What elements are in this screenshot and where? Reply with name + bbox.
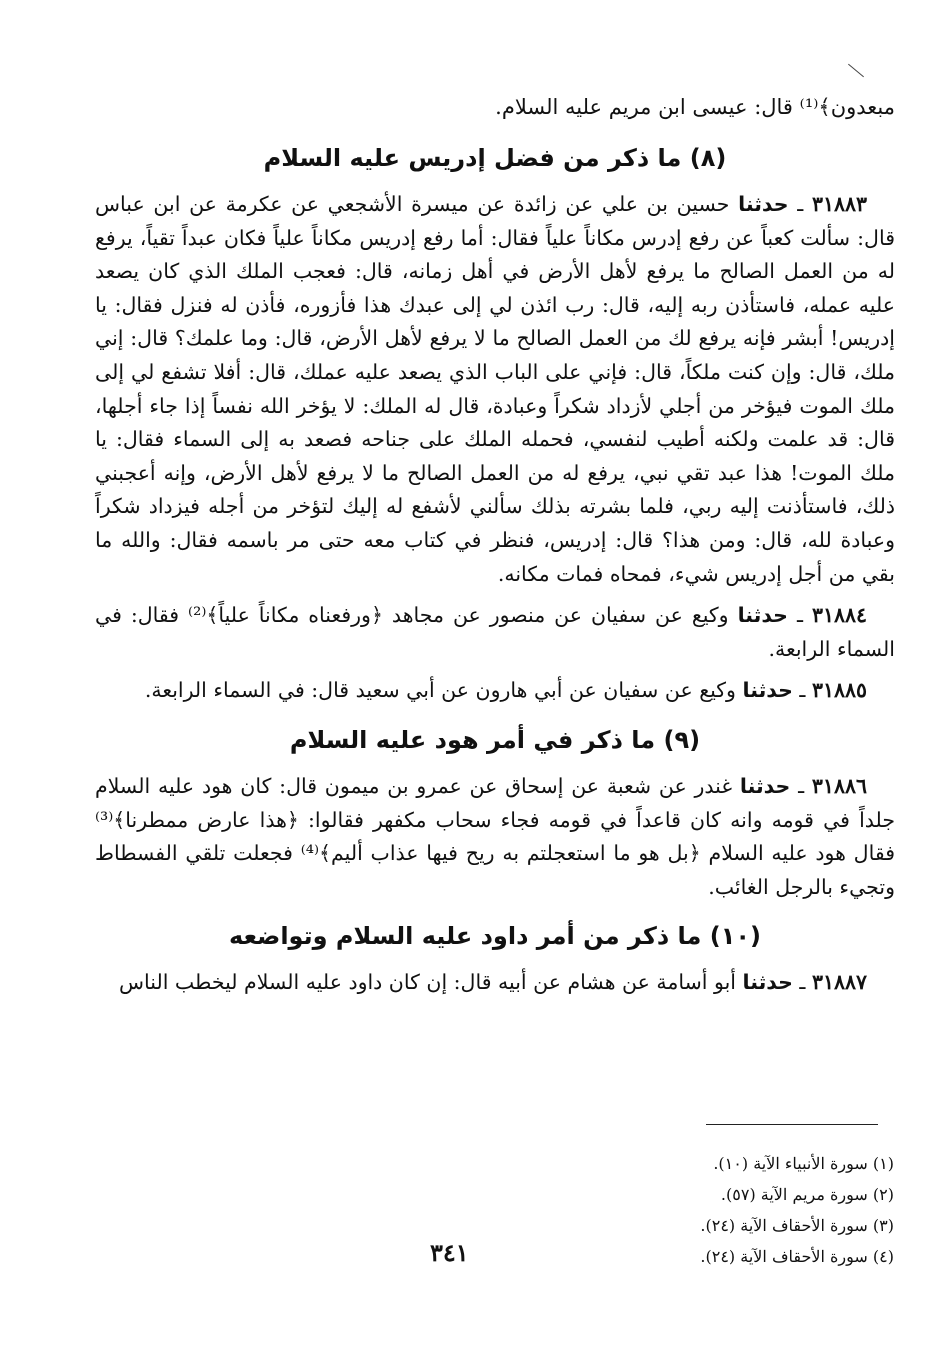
footnote-item: (٣) سورة الأحقاف الآية (٢٤). <box>700 1216 894 1235</box>
hadith-31886: ٣١٨٨٦ ـ حدثنا غندر عن شعبة عن إسحاق عن عمرو بن ميمون قال: كان هود عليه السلام جلداً في قومه وانه كان قاعداً في قومه فجاء سحاب مكفهر فقالوا: ﴿هذا عارض ممطرنا﴾⁽³⁾ فقال هود عليه السلام ﴿بل هو ما استعجلتم به ريح فيها عذاب أليم﴾⁽⁴⁾ فجعلت تلقي الفسطاط وتجيء بالرجل الغائب. <box>95 773 895 899</box>
hadith-number: ٣١٨٨٥ <box>811 678 867 703</box>
hadith-31887: ٣١٨٨٧ ـ حدثنا أبو أسامة عن هشام عن أبيه قال: إن كان داود عليه السلام ليخطب الناس <box>119 970 867 995</box>
hadith-number: ٣١٨٨٧ <box>811 970 867 995</box>
footnote-item: (٤) سورة الأحقاف الآية (٢٤). <box>700 1247 894 1266</box>
footnotes <box>700 1148 894 1272</box>
hadith-31883: ٣١٨٨٣ ـ حدثنا حسين بن علي عن زائدة عن ميسرة الأشجعي عن عكرمة عن ابن عباس قال: سألت كعباً عن رفع إدرس مكاناً علياً فقال: أما رفع إدريس مكاناً علياً فكان عبداً تقياً، يرفع له من العمل الصالح ما يرفع لأهل الأرض في أهل زمانه، قال: فعجب الملك الذي كان يصعد عليه عمله، فاستأذن ربه إليه، قال: رب ائذن لي إلى عبدك هذا فأزوره، فأذن له فنزل فقال: يا إدريس! أبشر فإنه يرفع لك من العمل الصالح ما لا يرفع لأهل الأرض، قال: وما علمك؟ قال: إني ملك، قال: وإن كنت ملكاً، قال: فإني على الباب الذي يصعد عليه عملك، قال: أفلا تشفع لي إلى ملك الموت فيؤخر من أجلي لأزداد شكراً وعبادة، قال له الملك: لا يؤخر الله نفساً إذا جاء أجلها، قال: قد علمت ولكنه أطيب لنفسي، فحمله الملك على جناحه فصعد به إلى السماء فقال: يا ملك الموت! هذا عبد تقي نبي، يرفع له من العمل الصالح ما لا يرفع لأهل الأرض، وإنه أعجبني ذلك، فاستأذنت إليه ربي، فلما بشرته بذلك سألني لأشفع له إليك لتؤخر من أجله فيزداد شكراً وعبادة لله، قال: ومن هذا؟ قال: إدريس، فنظر في كتاب معه حتى مر باسمه فقال: والله ما بقي من أجل إدريس شيء، فمحاه فمات مكانه. <box>95 192 895 586</box>
footnote-item: (١) سورة الأنبياء الآية (١٠). <box>713 1154 894 1173</box>
section-hud <box>95 720 895 904</box>
section-heading-idris: (٨) ما ذكر من فضل إدريس عليه السلام <box>263 144 727 172</box>
hadith-number: ٣١٨٨٤ <box>811 603 867 628</box>
continuation-line: مبعدون﴾⁽¹⁾ قال: عيسى ابن مريم عليه السلام. <box>495 95 895 119</box>
page-number: ٣٤١ <box>430 1238 469 1267</box>
hadith-lead: حدثنا <box>742 970 793 995</box>
hadith-31885: ٣١٨٨٥ ـ حدثنا وكيع عن سفيان عن أبي هارون عن أبي سعيد قال: في السماء الرابعة. <box>144 678 867 703</box>
section-heading-hud: (٩) ما ذكر في أمر هود عليه السلام <box>289 725 701 754</box>
corner-mark <box>848 64 864 78</box>
hadith-text: حسين بن علي عن زائدة عن ميسرة الأشجعي عن عكرمة عن ابن عباس قال: سألت كعباً عن رفع إدرس مكاناً علياً فقال: أما رفع إدريس مكاناً علياً فكان عبداً تقياً، يرفع له من العمل الصالح ما يرفع لأهل الأرض في أهل زمانه، قال: فعجب الملك الذي كان يصعد عليه عمله، فاستأذن ربه إليه، قال: رب ائذن لي إلى عبدك هذا فأزوره، فأذن له فنزل فقال: يا إدريس! أبشر فإنه يرفع لك من العمل الصالح ما لا يرفع لأهل الأرض، قال: وما علمك؟ قال: إني ملك، قال: وإن كنت ملكاً، قال: فإني على الباب الذي يصعد عليه عملك، قال: أفلا تشفع لي إلى ملك الموت فيؤخر من أجلي لأزداد شكراً وعبادة، قال له الملك: لا يؤخر الله نفساً إذا جاء أجلها، قال: قد علمت ولكنه أطيب لنفسي، فحمله الملك على جناحه فصعد به إلى السماء فقال: يا ملك الموت! هذا عبد تقي نبي، يرفع له من العمل الصالح ما لا يرفع لأهل الأرض، وإنه أعجبني ذلك، فاستأذنت إليه ربي، فلما بشرته بذلك سألني لأشفع له إليك لتؤخر من أجله فيزداد شكراً وعبادة لله، قال: ومن هذا؟ قال: إدريس، فنظر في كتاب معه حتى مر باسمه فقال: والله ما بقي من أجل إدريس شيء، فمحاه فمات مكانه. <box>95 192 895 586</box>
hadith-text: غندر عن شعبة عن إسحاق عن عمرو بن ميمون قال: كان هود عليه السلام جلداً في قومه وانه كان قاعداً في قومه فجاء سحاب مكفهر فقالوا: ﴿هذا عارض ممطرنا﴾⁽³⁾ فقال هود عليه السلام ﴿بل هو ما استعجلتم به ريح فيها عذاب أليم﴾⁽⁴⁾ فجعلت تلقي الفسطاط وتجيء بالرجل الغائب. <box>95 773 895 899</box>
hadith-text: وكيع عن سفيان عن أبي هارون عن أبي سعيد قال: في السماء الرابعة. <box>144 678 736 703</box>
hadith-31884: ٣١٨٨٤ ـ حدثنا وكيع عن سفيان عن منصور عن مجاهد ﴿ورفعناه مكاناً علياً﴾⁽²⁾ فقال: في السماء الرابعة. <box>95 603 895 661</box>
hadith-lead: حدثنا <box>737 603 788 628</box>
hadith-number: ٣١٨٨٦ <box>811 773 867 798</box>
hadith-lead: حدثنا <box>739 773 791 798</box>
hadith-text: أبو أسامة عن هشام عن أبيه قال: إن كان داود عليه السلام ليخطب الناس <box>119 970 736 995</box>
hadith-number: ٣١٨٨٣ <box>811 192 867 216</box>
hadith-lead: حدثنا <box>742 678 793 703</box>
section-dawud <box>95 916 895 1000</box>
hadith-lead: حدثنا <box>738 192 789 216</box>
section-idris <box>95 138 895 708</box>
hadith-text: وكيع عن سفيان عن منصور عن مجاهد ﴿ورفعناه مكاناً علياً﴾⁽²⁾ فقال: في السماء الرابعة. <box>95 603 895 661</box>
page-body <box>95 88 895 1000</box>
footnote-item: (٢) سورة مريم الآية (٥٧). <box>720 1185 894 1204</box>
section-heading-dawud: (١٠) ما ذكر من أمر داود عليه السلام وتواضعه <box>229 922 761 951</box>
footnote-divider <box>706 1124 878 1125</box>
